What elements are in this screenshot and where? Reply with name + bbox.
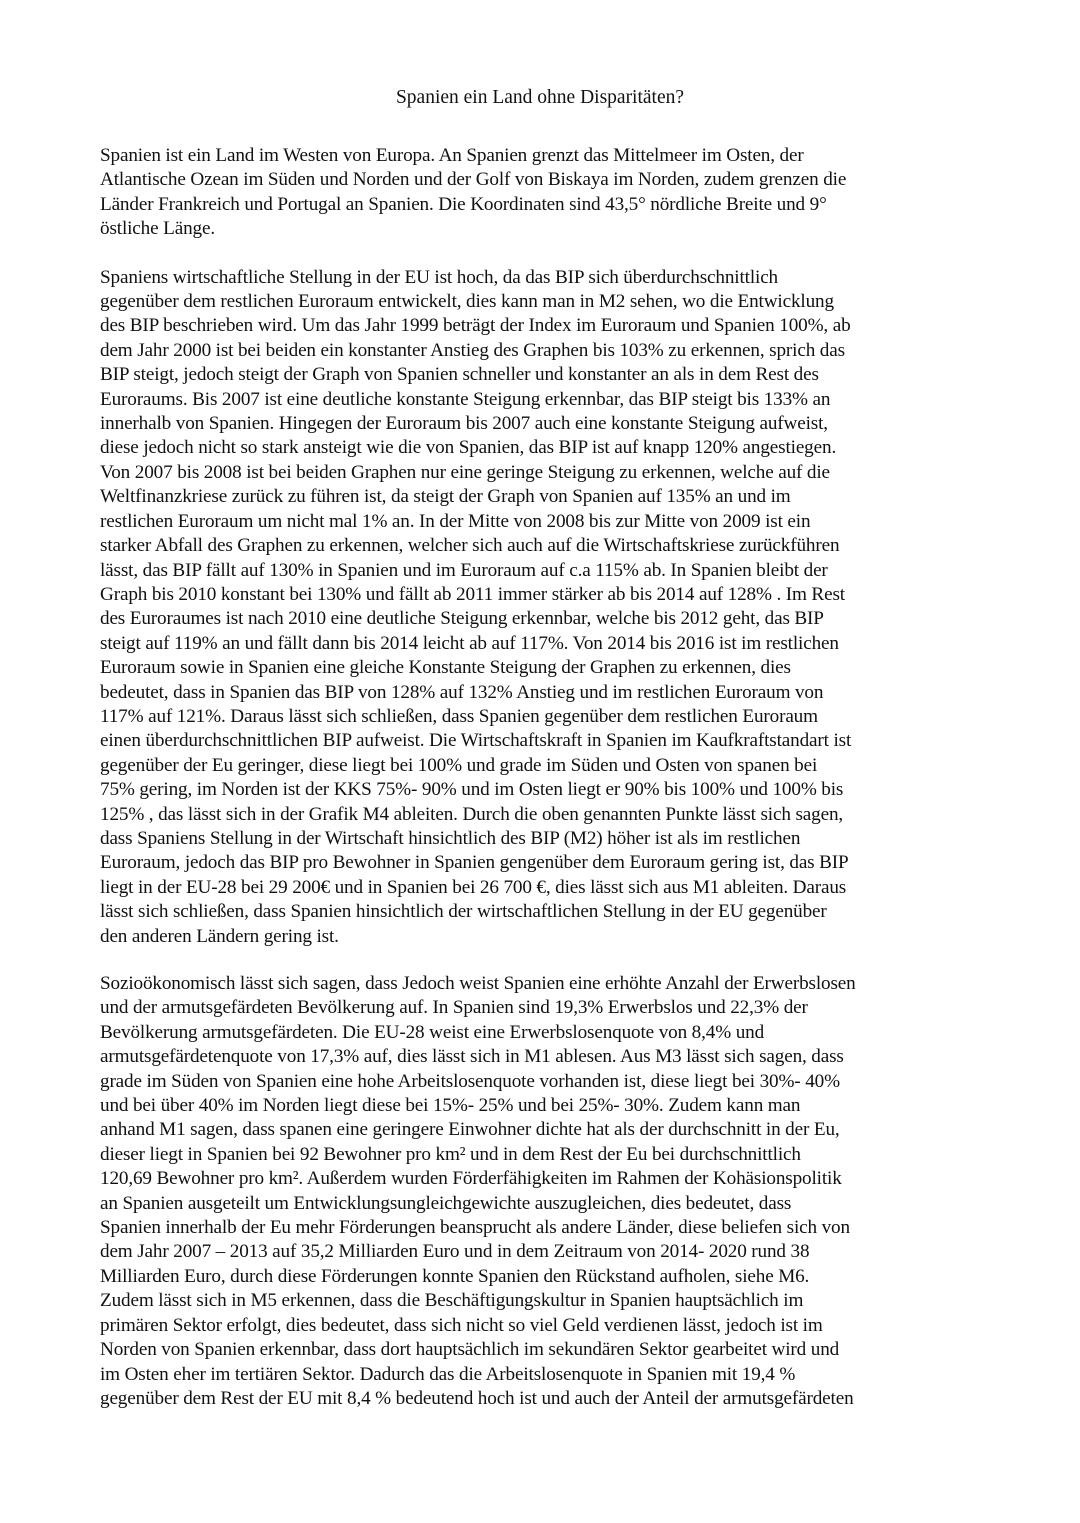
paragraph-line: Spanien ist ein Land im Westen von Europa. An Spanien grenzt das Mittelmeer im Osten, der xyxy=(100,145,804,166)
paragraph-line: Sozioökonomisch lässt sich sagen, dass Jedoch weist Spanien eine erhöhte Anzahl der Erwerbslosen xyxy=(100,973,856,994)
paragraph-line: den anderen Ländern gering ist. xyxy=(100,925,339,947)
paragraph-line: dass Spaniens Stellung in der Wirtschaft hinsichtlich des BIP (M2) höher ist als im restlichen xyxy=(100,827,801,849)
paragraph-line: armutsgefärdetenquote von 17,3% auf, dies lässt sich in M1 ablesen. Aus M3 lässt sich sagen, dass xyxy=(100,1046,844,1068)
paragraph-line: Atlantische Ozean im Süden und Norden und der Golf von Biskaya im Norden, zudem grenzen die xyxy=(100,169,847,191)
paragraph-line: Länder Frankreich und Portugal an Spanien. Die Koordinaten sind 43,5° nördliche Breite und 9° xyxy=(100,193,827,215)
paragraph-line: dem Jahr 2007 – 2013 auf 35,2 Milliarden Euro und in dem Zeitraum von 2014- 2020 rund 38 xyxy=(100,1241,810,1263)
paragraph-line: Norden von Spanien erkennbar, dass dort hauptsächlich im sekundären Sektor gearbeitet wird und xyxy=(100,1339,840,1361)
paragraph-line: dem Jahr 2000 ist bei beiden ein konstanter Anstieg des Graphen bis 103% zu erkennen, sprich das xyxy=(100,339,845,361)
paragraph-line: 125% , das lässt sich in der Grafik M4 ableiten. Durch die oben genannten Punkte lässt sich sagen, xyxy=(100,803,844,825)
paragraph-line: Spaniens wirtschaftliche Stellung in der EU ist hoch, da das BIP sich überdurchschnittlich xyxy=(100,266,778,288)
paragraph-line: an Spanien ausgeteilt um Entwicklungsungleichgewichte auszugleichen, dies bedeutet, dass xyxy=(100,1192,792,1214)
paragraph-line: Graph bis 2010 konstant bei 130% und fällt ab 2011 immer stärker ab bis 2014 auf 128% . Im Rest xyxy=(100,583,845,605)
paragraph-line: lässt, das BIP fällt auf 130% in Spanien und im Euroraum auf c.a 115% ab. In Spanien bleibt der xyxy=(100,559,828,581)
paragraph-economy xyxy=(100,266,980,949)
paragraph-line: innerhalb von Spanien. Hingegen der Euroraum bis 2007 auch eine konstante Steigung aufweist, xyxy=(100,413,828,435)
paragraph-line: lässt sich schließen, dass Spanien hinsichtlich der wirtschaftlichen Stellung in der EU gegenüber xyxy=(100,901,827,923)
paragraph-line: Milliarden Euro, durch diese Förderungen konnte Spanien den Rückstand aufholen, siehe M6. xyxy=(100,1265,810,1287)
paragraph-line: liegt in der EU-28 bei 29 200€ und in Spanien bei 26 700 €, dies lässt sich aus M1 ableiten. Daraus xyxy=(100,876,847,898)
paragraph-line: und der armutsgefärdeten Bevölkerung auf. In Spanien sind 19,3% Erwerbslos und 22,3% der xyxy=(100,997,808,1019)
document-title: Spanien ein Land ohne Disparitäten? xyxy=(395,87,685,108)
paragraph-line: 117% auf 121%. Daraus lässt sich schließen, dass Spanien gegenüber dem restlichen Euroraum xyxy=(100,705,818,727)
paragraph-line: Euroraum sowie in Spanien eine gleiche Konstante Steigung der Graphen zu erkennen, dies xyxy=(100,657,791,679)
paragraph-line: Euroraums. Bis 2007 ist eine deutliche konstante Steigung erkennbar, das BIP steigt bis 133% an xyxy=(100,388,831,410)
paragraph-line: Bevölkerung armutsgefärdeten. Die EU-28 weist eine Erwerbslosenquote von 8,4% und xyxy=(100,1021,765,1043)
paragraph-line: Spanien innerhalb der Eu mehr Förderungen beansprucht als andere Länder, diese beliefen sich von xyxy=(100,1217,850,1239)
paragraph-line: Zudem lässt sich in M5 erkennen, dass die Beschäftigungskultur in Spanien hauptsächlich im xyxy=(100,1290,804,1312)
paragraph-line: grade im Süden von Spanien eine hohe Arbeitslosenquote vorhanden ist, diese liegt bei 30%- 40% xyxy=(100,1070,840,1092)
paragraph-line: steigt auf 119% an und fällt dann bis 2014 leicht ab auf 117%. Von 2014 bis 2016 ist im restlichen xyxy=(100,632,839,654)
paragraph-line: und bei über 40% im Norden liegt diese bei 15%- 25% und bei 25%- 30%. Zudem kann man xyxy=(100,1095,801,1117)
paragraph-line: diese jedoch nicht so stark ansteigt wie die von Spanien, das BIP ist auf knapp 120% angestiegen. xyxy=(100,437,837,459)
paragraph-line: gegenüber dem Rest der EU mit 8,4 % bedeutend hoch ist und auch der Anteil der armutsgefärdeten xyxy=(100,1387,854,1409)
paragraph-line: gegenüber dem restlichen Euroraum entwickelt, dies kann man in M2 sehen, wo die Entwicklung xyxy=(100,291,834,313)
paragraph-line: gegenüber der Eu geringer, diese liegt bei 100% und grade im Süden und Osten von spanen bei xyxy=(100,754,818,776)
paragraph-socioeconomic xyxy=(100,972,980,1411)
paragraph-line: Weltfinanzkriese zurück zu führen ist, da steigt der Graph von Spanien auf 135% an und im xyxy=(100,486,791,508)
paragraph-line: Von 2007 bis 2008 ist bei beiden Graphen nur eine geringe Steigung zu erkennen, welche auf die xyxy=(100,461,830,483)
paragraph-line: starker Abfall des Graphen zu erkennen, welcher sich auch auf die Wirtschaftskriese zurückführen xyxy=(100,535,840,557)
paragraph-line: restlichen Euroraum um nicht mal 1% an. In der Mitte von 2008 bis zur Mitte von 2009 ist ein xyxy=(100,510,811,532)
paragraph-line: BIP steigt, jedoch steigt der Graph von Spanien schneller und konstanter an als in dem Rest des xyxy=(100,364,819,386)
paragraph-line: einen überdurchschnittlichen BIP aufweist. Die Wirtschaftskraft in Spanien im Kaufkraftstandart ist xyxy=(100,730,852,752)
paragraph-line: östliche Länge. xyxy=(100,218,215,240)
paragraph-line: 120,69 Bewohner pro km². Außerdem wurden Förderfähigkeiten im Rahmen der Kohäsionspolitik xyxy=(100,1168,842,1190)
paragraph-line: Euroraum, jedoch das BIP pro Bewohner in Spanien gengenüber dem Euroraum gering ist, das BIP xyxy=(100,852,849,874)
paragraph-line: des Euroraumes ist nach 2010 eine deutliche Steigung erkennbar, welche bis 2012 geht, das BIP xyxy=(100,608,824,630)
paragraph-line: 75% gering, im Norden ist der KKS 75%- 90% und im Osten liegt er 90% bis 100% und 100% bis xyxy=(100,779,844,801)
paragraph-line: bedeutet, dass in Spanien das BIP von 128% auf 132% Anstieg und im restlichen Euroraum von xyxy=(100,681,824,703)
paragraph-line: des BIP beschrieben wird. Um das Jahr 1999 beträgt der Index im Euroraum und Spanien 100%, ab xyxy=(100,315,851,337)
paragraph-line: im Osten eher im tertiären Sektor. Dadurch das die Arbeitslosenquote in Spanien mit 19,4 % xyxy=(100,1363,796,1385)
paragraph-line: anhand M1 sagen, dass spanen eine geringere Einwohner dichte hat als der durchschnitt in der Eu, xyxy=(100,1119,840,1141)
paragraph-geography xyxy=(100,144,980,242)
document-page xyxy=(100,86,980,1411)
paragraph-line: primären Sektor erfolgt, dies bedeutet, dass sich nicht so viel Geld verdienen lässt, jedoch ist im xyxy=(100,1314,823,1336)
paragraph-line: dieser liegt in Spanien bei 92 Bewohner pro km² und in dem Rest der Eu bei durchschnittlich xyxy=(100,1143,801,1165)
